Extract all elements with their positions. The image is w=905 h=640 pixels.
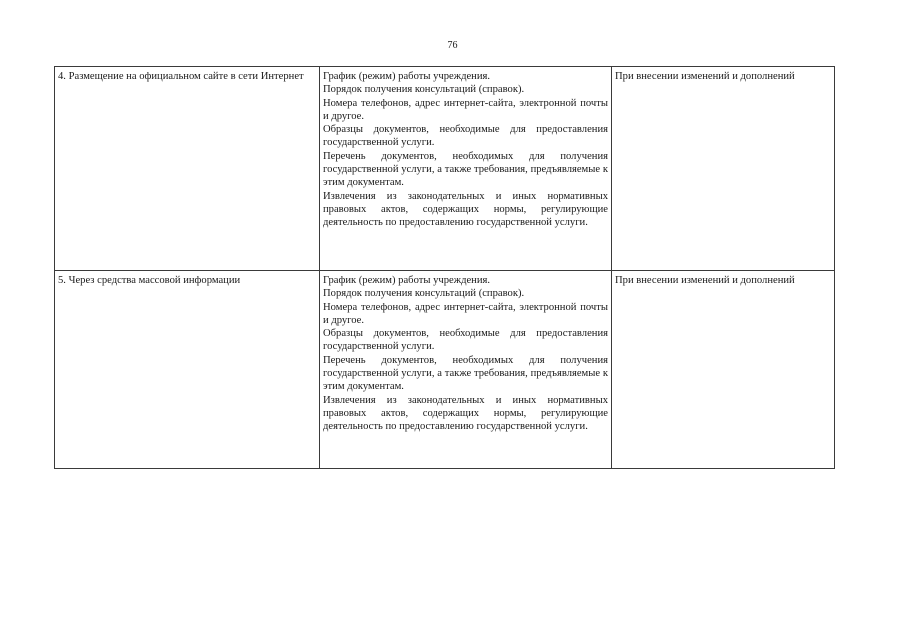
- table-row: [55, 271, 835, 469]
- content-item: Извлечения из законодательных и иных нормативных правовых актов, содержащих нормы, регулирующие деятельность по предоставлению государственной услуги.: [323, 190, 608, 229]
- frequency-text: При внесении изменений и дополнений: [615, 275, 795, 286]
- content-item: Извлечения из законодательных и иных нормативных правовых актов, содержащих нормы, регулирующие деятельность по предоставлению государственной услуги.: [323, 394, 608, 433]
- frequency-text: При внесении изменений и дополнений: [615, 71, 795, 82]
- content-item: Порядок получения консультаций (справок).: [323, 288, 525, 300]
- frequency-cell: [612, 67, 835, 271]
- method-text: 5. Через средства массовой информации: [58, 275, 241, 286]
- content-item: Перечень документов, необходимых для получения государственной услуги, а также требования, предъявляемые к этим документам.: [323, 354, 608, 393]
- method-cell: [55, 67, 320, 271]
- content-item: Образцы документов, необходимые для предоставления государственной услуги.: [323, 124, 608, 149]
- content-item: График (режим) работы учреждения.: [323, 71, 491, 82]
- content-item: Номера телефонов, адрес интернет-сайта, электронной почты и другое.: [323, 97, 608, 122]
- content-item: Номера телефонов, адрес интернет-сайта, электронной почты и другое.: [323, 301, 608, 326]
- content-item: Порядок получения консультаций (справок).: [323, 84, 525, 96]
- table-row: [55, 67, 835, 271]
- content-item: График (режим) работы учреждения.: [323, 275, 491, 286]
- frequency-cell: [612, 271, 835, 469]
- contents-cell: [320, 271, 612, 469]
- content-item: Образцы документов, необходимые для предоставления государственной услуги.: [323, 328, 608, 353]
- method-cell: [55, 271, 320, 469]
- info-table: [54, 66, 835, 469]
- contents-cell: [320, 67, 612, 271]
- content-item: Перечень документов, необходимых для получения государственной услуги, а также требования, предъявляемые к этим документам.: [323, 150, 608, 189]
- method-text: 4. Размещение на официальном сайте в сети Интернет: [58, 71, 304, 82]
- page-number: 76: [447, 40, 458, 51]
